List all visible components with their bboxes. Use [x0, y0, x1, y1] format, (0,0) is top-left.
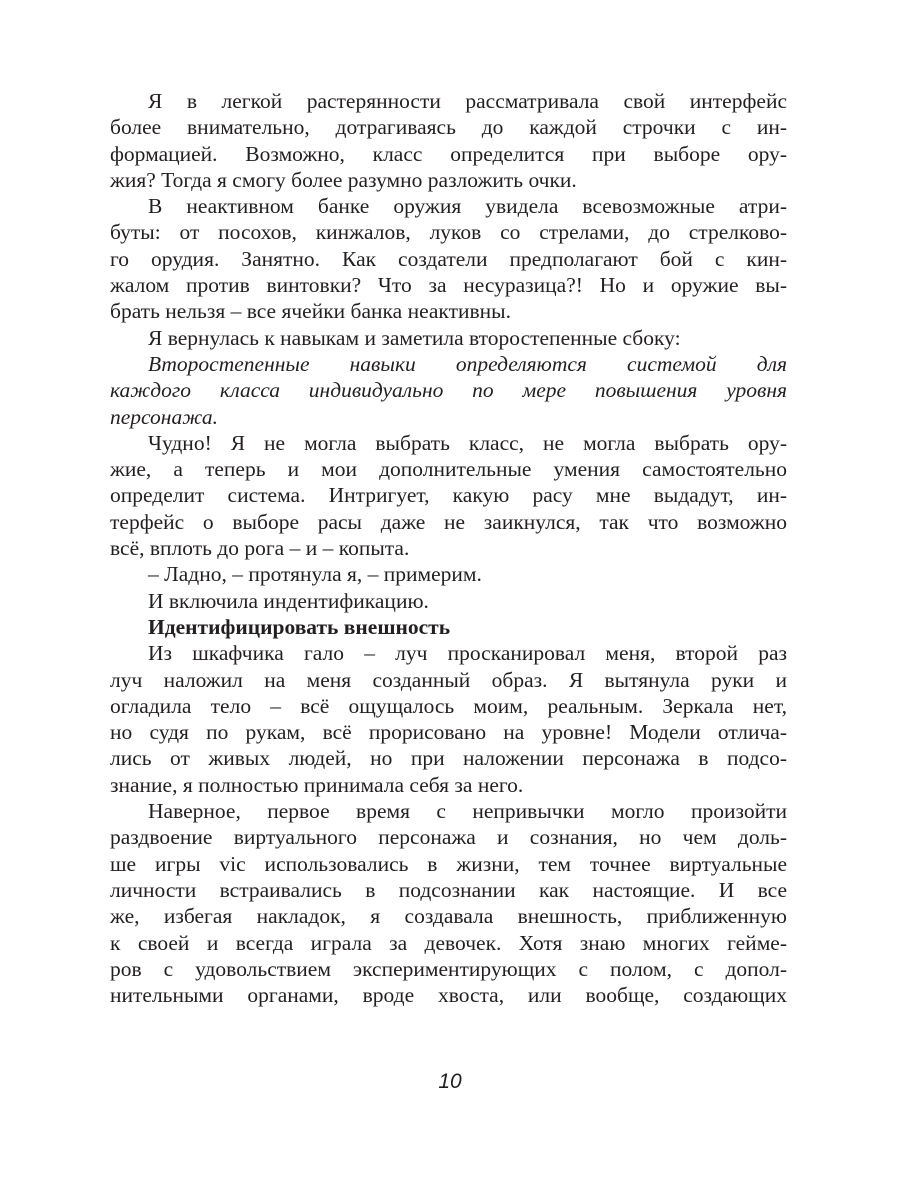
page-body: [110, 88, 787, 1008]
text-line: Второстепенные навыки определяются системой для: [148, 351, 787, 376]
paragraph: [110, 430, 787, 561]
text-line: раздвоение виртуального персонажа и сознания, но чем доль-: [110, 825, 787, 850]
paragraph: [110, 193, 787, 324]
text-line: персонажа.: [110, 404, 219, 429]
page-number: 10: [438, 1070, 462, 1093]
text-line: терфейс о выборе расы даже не заикнулся, так что возможно: [110, 509, 787, 534]
paragraph: [110, 325, 787, 351]
text-line: И включила индентификацию.: [148, 588, 429, 613]
text-line: огладила тело – всё ощущалось моим, реальным. Зеркала нет,: [110, 693, 787, 718]
text-line: ров с удовольствием экспериментирующих с полом, с допол-: [110, 956, 787, 981]
system-message: [110, 351, 787, 430]
text-line: луч наложил на меня созданный образ. Я вытянула руки и: [110, 667, 787, 692]
text-line: Я в легкой растерянности рассматривала свой интерфейс: [148, 89, 787, 113]
paragraph: [110, 798, 787, 1008]
text-line: Из шкафчика гало – луч просканировал меня, второй раз: [148, 641, 787, 666]
text-line: Я вернулась к навыкам и заметила второстепенные сбоку:: [148, 325, 681, 350]
text-line: жие, а теперь и мои дополнительные умения самостоятельно: [110, 457, 787, 482]
paragraph: [110, 561, 787, 587]
text-line: каждого класса индивидуально по мере повышения уровня: [110, 378, 787, 403]
text-line: более внимательно, дотрагиваясь до каждой строчки с ин-: [110, 115, 787, 140]
text-line: определит система. Интригует, какую расу мне выдадут, ин-: [110, 483, 787, 508]
text-line: ше игры vic использовались в жизни, тем точнее виртуальные: [110, 851, 787, 876]
text-line: формацией. Возможно, класс определится при выборе ору-: [110, 141, 787, 166]
text-line: буты: от посохов, кинжалов, луков со стрелами, до стрелково-: [110, 220, 787, 245]
text-line: знание, я полностью принимала себя за него.: [110, 772, 524, 797]
section-heading: [110, 614, 787, 640]
text-line: лись от живых людей, но при наложении персонажа в подсо-: [110, 746, 787, 771]
text-line: жалом против винтовки? Что за несуразица?! Но и оружие вы-: [110, 273, 787, 298]
text-line: го орудия. Занятно. Как создатели предполагают бой с кин-: [110, 246, 787, 271]
text-line: нительными органами, вроде хвоста, или вообще, создающих: [110, 983, 787, 1008]
paragraph: [110, 588, 787, 614]
text-line: В неактивном банке оружия увидела всевозможные атри-: [148, 194, 787, 219]
text-line: – Ладно, – протянула я, – примерим.: [148, 562, 482, 587]
text-line: Чудно! Я не могла выбрать класс, не могла выбрать ору-: [148, 430, 787, 455]
paragraph: [110, 640, 787, 798]
text-line: брать нельзя – все ячейки банка неактивны.: [110, 299, 511, 324]
text-line: но судя по рукам, всё прорисовано на уровне! Модели отлича-: [110, 720, 787, 745]
text-line: Наверное, первое время с непривычки могло произойти: [148, 799, 787, 824]
text-line: к своей и всегда играла за девочек. Хотя знаю многих гейме-: [110, 930, 787, 955]
text-line: жия? Тогда я смогу более разумно разложить очки.: [110, 167, 577, 192]
text-line: личности встраивались в подсознании как настоящие. И все: [110, 877, 787, 902]
text-line: всё, вплоть до рога – и – копыта.: [110, 536, 410, 561]
paragraph: [110, 88, 787, 193]
text-line: же, избегая накладок, я создавала внешность, приближенную: [110, 904, 787, 929]
text-line: Идентифицировать внешность: [148, 614, 451, 639]
